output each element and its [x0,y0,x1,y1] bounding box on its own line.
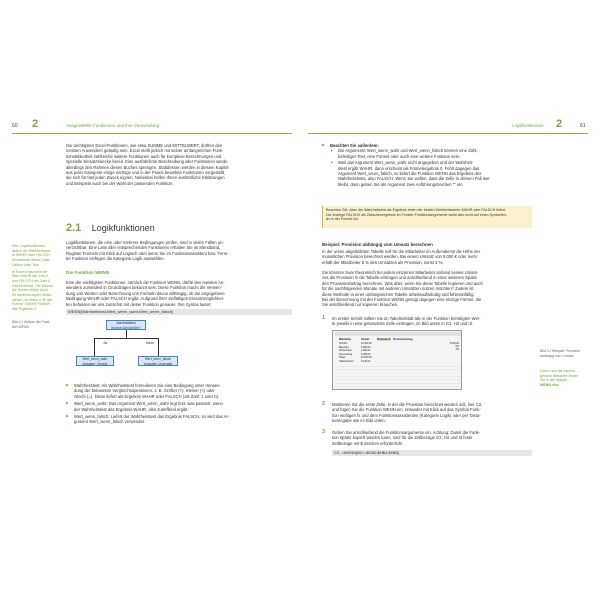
sidebar-line: Wert WAHR der Zahl 1 [12,274,49,279]
bullet-line: Wert_wenn_wahr: Das Argument Wert_wenn_wahr legt fest, was passiert, wenn [74,401,223,407]
column-header: Provision % [377,338,391,341]
example-line: zes die Provision in die Tabelle eintragen und anschließend in einer weiteren Spalte [322,275,477,281]
table-cell: Wintermann [339,349,352,352]
spreadsheet-side-values [425,342,459,352]
page-number: 61 [580,123,586,129]
diagram-true-box [76,356,114,366]
figure-caption [12,320,62,329]
step-3 [322,430,537,446]
table-cell: 6.000,00 [361,352,371,356]
list-item [66,414,296,425]
intro-line: die sich für fast jeden Zweck eignen. Nebenbei helfen Ihnen ausführliche Erklärungen [66,175,225,181]
list-item [322,160,532,187]
example-title: Beispiel: Provision abhängig vom Umsatz berechnen [322,242,433,247]
sidebar-line: das Ergebnis 2. [12,307,37,312]
sidebar-line: Zahlen oder Text. [12,262,40,267]
sidebar-line: te WAHR oder FALSCH [12,253,51,258]
step-number: 1 [322,315,326,321]
section-heading [66,218,155,236]
bullet-line: der Wahrheitstest das Ergebnis WAHR, also zutreffend ergibt. [74,406,189,412]
intro-line: spezielle Einsatzzwecke bereit. Eine ausführliche Beschreibung aller Funktionen würde [66,159,228,165]
step-line: Zellbezüge mit $-Zeichen erforderlich! [332,440,403,446]
intro-line: allerdings den Rahmen dieses Buches sprengen. Stattdessen werden in diesem Kapitel [66,164,229,170]
example-line: In der unten abgebildeten Tabelle soll für die Mitarbeiter im Außendienst die Höhe der [322,249,481,254]
triangle-bullet-icon: ▶ [66,383,69,387]
diagram-text: Wahrheitstest [116,321,136,325]
diagram-condition-box [106,320,146,330]
wenn-text [66,280,296,307]
table-cell: 5.000,00 [449,342,459,345]
diagram-text: Wert_wenn_falsch [144,357,172,361]
example-line: Bei der Berechnung mit der Funktion WENN genügt dagegen eine einzige Formel, die [322,297,482,303]
chapter-title: Ausgewählte Funktionen und ihre Verwendung [66,123,160,128]
diagram-no-label: Nein [146,340,155,345]
side-line: genden Beispiele finden [540,373,579,378]
section-line: ter Funktion einfügen die Kategorie Logik auswählen. [66,256,165,262]
figure-side-note [540,369,596,388]
table-cell: Haupt [339,356,346,359]
note-line: Beachten Sie, dass der Wahrheitstest als Ergebnis einen der beiden Wahrheitswerte WAHR oder FALSCH liefert. [326,208,507,212]
sidebar-line: und FALSCH der Zahl 0. [12,278,52,283]
intro-line: meisten Anwendern geläufig sein. Excel stellt jedoch mit seiner umfangreichen Funk- [66,148,224,154]
header-rule [12,133,292,134]
bullet-list [66,383,296,425]
hints-title: Beachten Sie außerdem: [330,143,379,148]
sidebar-info [12,244,62,312]
wenn-line: Bedingung WAHR oder FALSCH ergibt. Aufgrund ihrer vielfältigen Einsatzmöglichkei- [66,296,225,302]
step-number: 2 [322,401,326,407]
list-item [66,383,296,399]
sidebar-line: liefern die Wahrheitswer- [12,248,52,253]
diagram-text: Ausgabe: Gerade [82,361,108,366]
diagram-connector [126,330,127,338]
hint-line: stest ergibt WAHR, dann erscheint als Formelergebnis 0. Fehlt dagegen das [338,165,480,171]
note-box [322,206,532,228]
intro-line: tionsbibliothek zahlreiche weitere Funktionen auch für komplexe Berechnungen und [66,153,222,159]
example-text [322,249,537,265]
intro-text [66,143,296,186]
column-header: Mitarbeiter [339,338,352,341]
wenn-line: dung von Werten oder Berechnung von Formeln davon abhängig, ob die angegebene [66,290,225,296]
figure-file-name: WENN.xlsx [540,383,559,388]
table-cell: Habelschacht [339,359,354,363]
table-cell: 8.000,00 [361,345,371,349]
section-number: 2.1 [66,222,82,234]
table-cell: 5% [455,345,459,349]
hint-line: Weil das Argument Wert_wenn_wahr nicht angegeben und der Wahrheit- [338,160,474,166]
sidebar-line: In Excel entspricht der [12,269,48,274]
right-page [300,0,600,600]
table-cell: 12.000,00 [361,342,372,345]
diagram-text: Ausgabe: Ungerade [143,361,173,366]
diagram-connector [158,338,159,356]
example-line: erhält der Mitarbeiter 5 % des Umsatzes als Provision, sonst 3 %. [322,259,444,265]
spreadsheet-screenshot [332,330,462,390]
example-line: den Provisionsbetrag berechnen. Was aber, wenn Sie diese Tabelle kopieren und auch [322,280,483,286]
step-2 [322,402,537,424]
note-line: ler in der Formel hin. [326,217,359,222]
bullet-line: Wahrheitstest: Als Wahrheitstest formulieren Sie eine Bedingung unter Verwen- [74,383,221,388]
chapter-title: Logikfunktionen [512,123,544,128]
table-cell: 3% [455,348,459,352]
intro-line: Die wichtigsten Excel-Funktionen, wie etwa SUMME und MITTELWERT, dürften den [66,143,223,148]
step-line: Geben Sie anschließend die Funktionsargumente ein. Achtung: Damit die Funk- [332,430,481,435]
sidebar-line: Formel =WAHR+WAHR [12,302,51,307]
step-line: Im ersten Schritt sollten Sie im Tabellenblatt alle in der Funktion benötigten Wer- [332,316,481,321]
hint-line: Die Argumente Wert_wenn_wahr und Wert_wenn_falsch können eine Zahl, [338,148,478,154]
diagram-connector [94,338,158,339]
table-cell: Bauerlein [339,345,350,349]
section-line: Register Formeln mit Klick auf Logisch oder wenn Sie im Funktionsassistent bzw. Fens- [66,250,229,256]
step-line: und fügen Sie die Funktion WENN ein, entweder mit Klick auf das Symbol Funk- [332,407,481,413]
column-header: Umsatz [361,338,370,341]
bullet-dot-icon: • [331,148,333,154]
triangle-bullet-icon: ▶ [66,414,69,419]
spreadsheet-grid [335,363,461,389]
step-1 [322,316,537,327]
caption-line: Bild 2.1 Aufbau der Funk- [12,320,51,324]
hint-line: bleibt, dann geben Sie als Argument zwei Anführungszeichen "" ein. [338,181,464,187]
table-cell: Fröhlich [339,342,348,345]
hint-line: beliebiger Text, eine Formel oder auch eine weitere Funktion sein. [338,153,461,159]
section-text [66,240,296,262]
bullet-dot-icon: • [331,160,333,166]
wenn-diagram [66,318,186,376]
formula-box: C2: =WENN(B2>=$G$2;$H$2;$H$3) [332,450,532,456]
syntax-box: WENN(Wahrheitstest;Wert_wenn_wahr;Wert_wenn_falsch) [66,309,292,315]
step-line: tion später kopiert werden kann, sind für die Zellbezüge G2, H2 und I3 feste [332,435,473,441]
side-line: Daten und die nachfol- [540,369,577,373]
step-line: Markieren Sie die erste Zelle, in der die Provision berechnet werden soll, hier C2, [332,402,483,407]
page-number: 60 [12,123,18,129]
triangle-bullet-icon: ▶ [322,143,325,147]
diagram-yes-label: Ja [103,340,108,345]
chapter-number: 2 [32,118,39,130]
example-line: Sie könnten zwar theoretisch bei jedem einzelnen Mitarbeiter anhand seines Umsat- [322,270,479,275]
hint-line: Wahrheitstests, also FALSCH. Wenn Sie wollen, dass die Zelle in diesem Fall leer [338,176,490,182]
list-item [66,401,296,412]
section-line: verzichtbar. Eine Liste aller entsprechenden Funktionen erhalten Sie im Menüband, [66,245,221,251]
sidebar-line: ziehen, so liefert z. B. die [12,297,53,302]
diagram-text: ist eine Zahl größer? [111,325,141,330]
triangle-bullet-icon: ▶ [66,401,69,406]
sidebar-line: (Boolesche Werte) statt [12,258,50,263]
subsection-title: Die Funktion WENN [66,270,110,275]
intro-line: und Beispiele auch bei der Wahl der passenden Funktion. [66,180,174,186]
step-line: tureingabe wie im Bild unten. [332,418,386,424]
intro-line: aus jeder Kategorie einige wichtige und in der Praxis bewährte Funktionen vorgestellt, [66,170,226,176]
diagram-connector [94,338,95,356]
caption-line: abhängig vom Umsatz [540,353,574,358]
example-line: für die nachfolgenden Monate mit anderen Umsätzen nutzen möchten? Zudem ist [322,286,474,292]
step-line: tion einfügen fx und dem Funktionsassistenten (Kategorie Logik) oder per Tasta- [332,412,481,418]
table-cell: 15.000,00 [361,356,372,359]
side-line: Sie in der Mappe: [540,378,569,383]
header-rule [308,133,588,134]
sidebar-line: für Berechnungen heran- [12,293,52,298]
step-number: 3 [322,429,326,435]
wenn-line: ten befassen wir uns zunächst mit dieser Funktion genauer. Ihre Syntax lautet: [66,301,212,307]
hints-block [322,143,532,187]
sidebar-line: Info: Logikfunktionen [12,244,46,248]
section-line: Logikfunktionen, die eine oder mehrere Bedingungen prüfen, sind in vielen Fällen un- [66,240,224,245]
bullet-line: dung der bekannten Vergleichsoperatoren, z. B. Größer (>), Kleiner (<) oder [74,388,215,394]
example-line: Sie anschließend nur kopieren brauchen. [322,302,399,308]
sidebar-line: die beiden Werte auch [12,288,48,293]
table-cell: Sonnenberg [339,352,353,356]
bullet-line: gument Wert_wenn_falsch verwendet. [74,419,146,425]
caption-line: Bild 2.2 Beispiel: Provision [540,349,580,353]
example-line: diese Methode in einer umfangreichen Tabelle arbeitsaufwändig und fehleranfällig. [322,291,475,297]
caption-line: tion WENN [12,324,29,329]
wenn-line: Eine der wichtigsten Funktionen, nämlich die Funktion WENN, dürfte den meisten An- [66,280,225,285]
figure-caption [540,349,596,358]
step-line: te jeweils in eine gesonderte Zelle eintragen, im Bild unten in G2, H2 und I3. [332,321,474,327]
column-header: Provisionsbetrag [393,338,413,341]
table-cell: 4.000,00 [361,349,371,352]
wenn-line: wendern zumindest in Grundzügen bekannt sein. Diese Funktion macht die Verwen- [66,285,222,291]
example-text-2 [322,270,537,308]
bullet-line: Wert_wenn_falsch: Liefert der Wahrheitstest das Ergebnis FALSCH, so wird das Ar- [74,414,230,420]
bullet-line: Gleich (=). Diese liefert als Ergebnis WAHR oder FALSCH (als Zahl: 1 oder 0). [74,393,220,399]
note-line: Die Anzeige FALSCH als Zwischenergebnis im Fenster Funktionsargumente weist also nicht auf einen Syntaxfeh- [326,212,507,217]
diagram-false-box [138,356,178,366]
diagram-text: Wert_wenn_wahr [82,357,108,361]
spreadsheet-formula-bar [335,332,461,336]
example-line: monatlichen Provision berechnet werden. Bei einem Umsatz von 5.000 € oder mehr [322,254,478,260]
list-item [322,148,532,159]
hint-line: Argument Wert_wenn_falsch, so liefert die Funktion WENN das Ergebnis des [338,171,482,177]
sidebar-line: Das bedeutet, Sie können [12,283,54,288]
chapter-number: 2 [556,118,563,130]
section-title: Logikfunktionen [91,223,155,233]
table-cell: 5.100,00 [361,359,371,363]
